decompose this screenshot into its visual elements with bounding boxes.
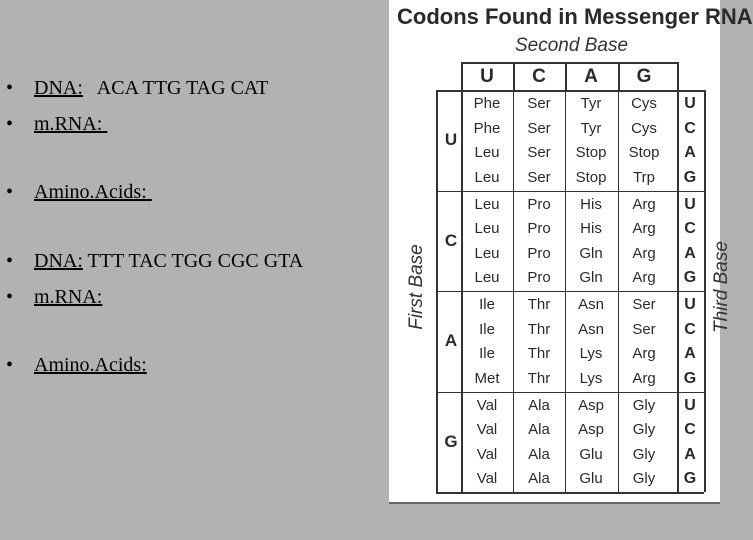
amino-acid-cell: Ala [528, 470, 550, 487]
second-base-label: Second Base [515, 35, 629, 56]
first-base-letter: C [444, 230, 458, 250]
bullet-label: DNA: [34, 77, 83, 99]
third-base-letter: G [683, 269, 697, 286]
amino-acid-cell: Asn [578, 320, 604, 338]
bullet-text: TTT TAC TGG CGC GTA [82, 250, 304, 272]
second-base-header: G [636, 66, 652, 87]
amino-acid-cell: Cys [631, 119, 657, 137]
third-base-label: Third Base [711, 241, 732, 333]
amino-acid-cell: Tyr [580, 119, 602, 137]
first-base-letter: G [444, 431, 458, 451]
amino-acid-cell: Gln [579, 244, 603, 262]
amino-acid-cell: Glu [579, 445, 603, 463]
amino-acid-cell: Val [476, 470, 498, 487]
amino-acid-cell: Pro [527, 220, 551, 237]
third-base-letter: A [684, 345, 696, 362]
amino-acid-cell: His [580, 220, 602, 237]
bullet-amino-1 [6, 180, 152, 204]
third-base-letter: U [684, 95, 696, 112]
bullet-underline-gap [102, 113, 107, 135]
bullet-marker: • [6, 181, 14, 203]
third-base-letter: A [684, 144, 696, 161]
amino-acid-cell: Leu [474, 244, 500, 262]
amino-acid-cell: Ser [632, 320, 656, 338]
amino-acid-cell: Thr [527, 369, 551, 387]
bullet-dna-2 [6, 249, 303, 273]
third-base-letter: U [684, 296, 696, 313]
amino-acid-cell: Ile [479, 296, 495, 313]
amino-acid-cell: Ser [527, 119, 551, 137]
amino-acid-cell: Stop [628, 144, 660, 161]
bullet-marker: • [6, 354, 14, 376]
amino-acid-cell: Stop [575, 144, 607, 161]
amino-acid-cell: Leu [474, 220, 500, 237]
amino-acid-cell: Arg [632, 244, 656, 262]
amino-acid-cell: Leu [474, 168, 500, 186]
third-base-letter: C [684, 119, 696, 137]
amino-acid-cell: Gly [632, 470, 656, 487]
first-base-letter: A [444, 331, 458, 351]
amino-acid-cell: Ala [528, 396, 550, 414]
amino-acid-cell: Thr [527, 320, 551, 338]
amino-acid-cell: Leu [474, 269, 500, 286]
amino-acid-cell: Pro [527, 195, 551, 213]
amino-acid-cell: Arg [632, 220, 656, 237]
amino-acid-cell: Tyr [580, 95, 602, 112]
bullet-underline-gap [147, 181, 152, 203]
amino-acid-cell: Lys [579, 369, 603, 387]
amino-acid-cell: Arg [632, 195, 656, 213]
bullet-label: m.RNA: [34, 286, 103, 308]
bullet-label: Amino.Acids: [34, 354, 147, 376]
header-divider [677, 62, 679, 90]
amino-acid-cell: Val [476, 445, 498, 463]
third-base-letter: G [683, 168, 697, 186]
third-base-letter: C [684, 320, 696, 338]
amino-acid-cell: Asn [578, 296, 604, 313]
amino-acid-cell: Thr [527, 296, 551, 313]
amino-acid-cell: Met [474, 369, 500, 387]
amino-acid-cell: Thr [527, 345, 551, 362]
bullet-marker: • [6, 113, 14, 135]
amino-acid-cell: Gly [632, 445, 656, 463]
amino-acid-cell: Asp [578, 396, 604, 414]
amino-acid-cell: Arg [632, 269, 656, 286]
amino-acid-cell: Ser [527, 168, 551, 186]
amino-acid-cell: Lys [579, 345, 603, 362]
third-base-letter: C [684, 220, 696, 237]
amino-acid-cell: Ser [527, 144, 551, 161]
codon-table-title: Codons Found in Messenger RNA [397, 4, 753, 29]
amino-acid-cell: Stop [575, 168, 607, 186]
second-base-header: U [480, 66, 494, 87]
codon-table-image [389, 0, 753, 504]
amino-acid-cell: Arg [632, 345, 656, 362]
third-base-letter: G [683, 470, 697, 487]
amino-acid-cell: Ala [528, 421, 550, 438]
amino-acid-cell: Ser [527, 95, 551, 112]
amino-acid-cell: Leu [474, 144, 500, 161]
amino-acid-cell: His [580, 195, 602, 213]
amino-acid-cell: Ala [528, 445, 550, 463]
body-right-line [704, 90, 706, 492]
second-base-header: A [584, 66, 598, 87]
amino-acid-cell: Glu [579, 470, 603, 487]
bullet-amino-2 [6, 353, 147, 377]
first-base-letter: U [444, 130, 458, 150]
amino-acid-cell: Val [476, 421, 498, 438]
third-base-letter: U [684, 195, 696, 213]
second-base-header: C [532, 66, 546, 87]
group-divider [436, 392, 704, 393]
third-base-letter: A [684, 445, 696, 463]
third-base-letter: A [684, 244, 696, 262]
third-base-letter: G [683, 369, 697, 387]
amino-acid-cell: Asp [578, 421, 604, 438]
group-divider [436, 291, 704, 292]
bullet-marker: • [6, 250, 14, 272]
amino-acid-cell: Phe [473, 119, 501, 137]
amino-acid-cell: Gly [632, 421, 656, 438]
bullet-marker: • [6, 286, 14, 308]
bullet-mrna-1 [6, 112, 107, 136]
amino-acid-cell: Cys [631, 95, 657, 112]
bullet-label: Amino.Acids: [34, 181, 147, 203]
amino-acid-cell: Pro [527, 269, 551, 286]
first-base-label: First Base [406, 244, 427, 330]
bullet-label: DNA: [34, 250, 83, 272]
third-base-letter: C [684, 421, 696, 438]
amino-acid-cell: Ser [632, 296, 656, 313]
amino-acid-cell: Ile [479, 345, 495, 362]
amino-acid-cell: Gly [632, 396, 656, 414]
bullet-text: ACA TTG TAG CAT [82, 77, 269, 99]
amino-acid-cell: Val [476, 396, 498, 414]
amino-acid-cell: Gln [579, 269, 603, 286]
bullet-label: m.RNA: [34, 113, 103, 135]
body-bottom-line [436, 492, 704, 494]
amino-acid-cell: Trp [633, 168, 655, 186]
amino-acid-cell: Leu [474, 195, 500, 213]
amino-acid-cell: Arg [632, 369, 656, 387]
bullet-marker: • [6, 77, 14, 99]
bullet-dna-1 [6, 76, 268, 100]
group-divider [436, 191, 704, 192]
bullet-mrna-2 [6, 285, 102, 309]
third-base-letter: U [684, 396, 696, 414]
amino-acid-cell: Pro [527, 244, 551, 262]
amino-acid-cell: Ile [479, 320, 495, 338]
amino-acid-cell: Phe [473, 95, 501, 112]
